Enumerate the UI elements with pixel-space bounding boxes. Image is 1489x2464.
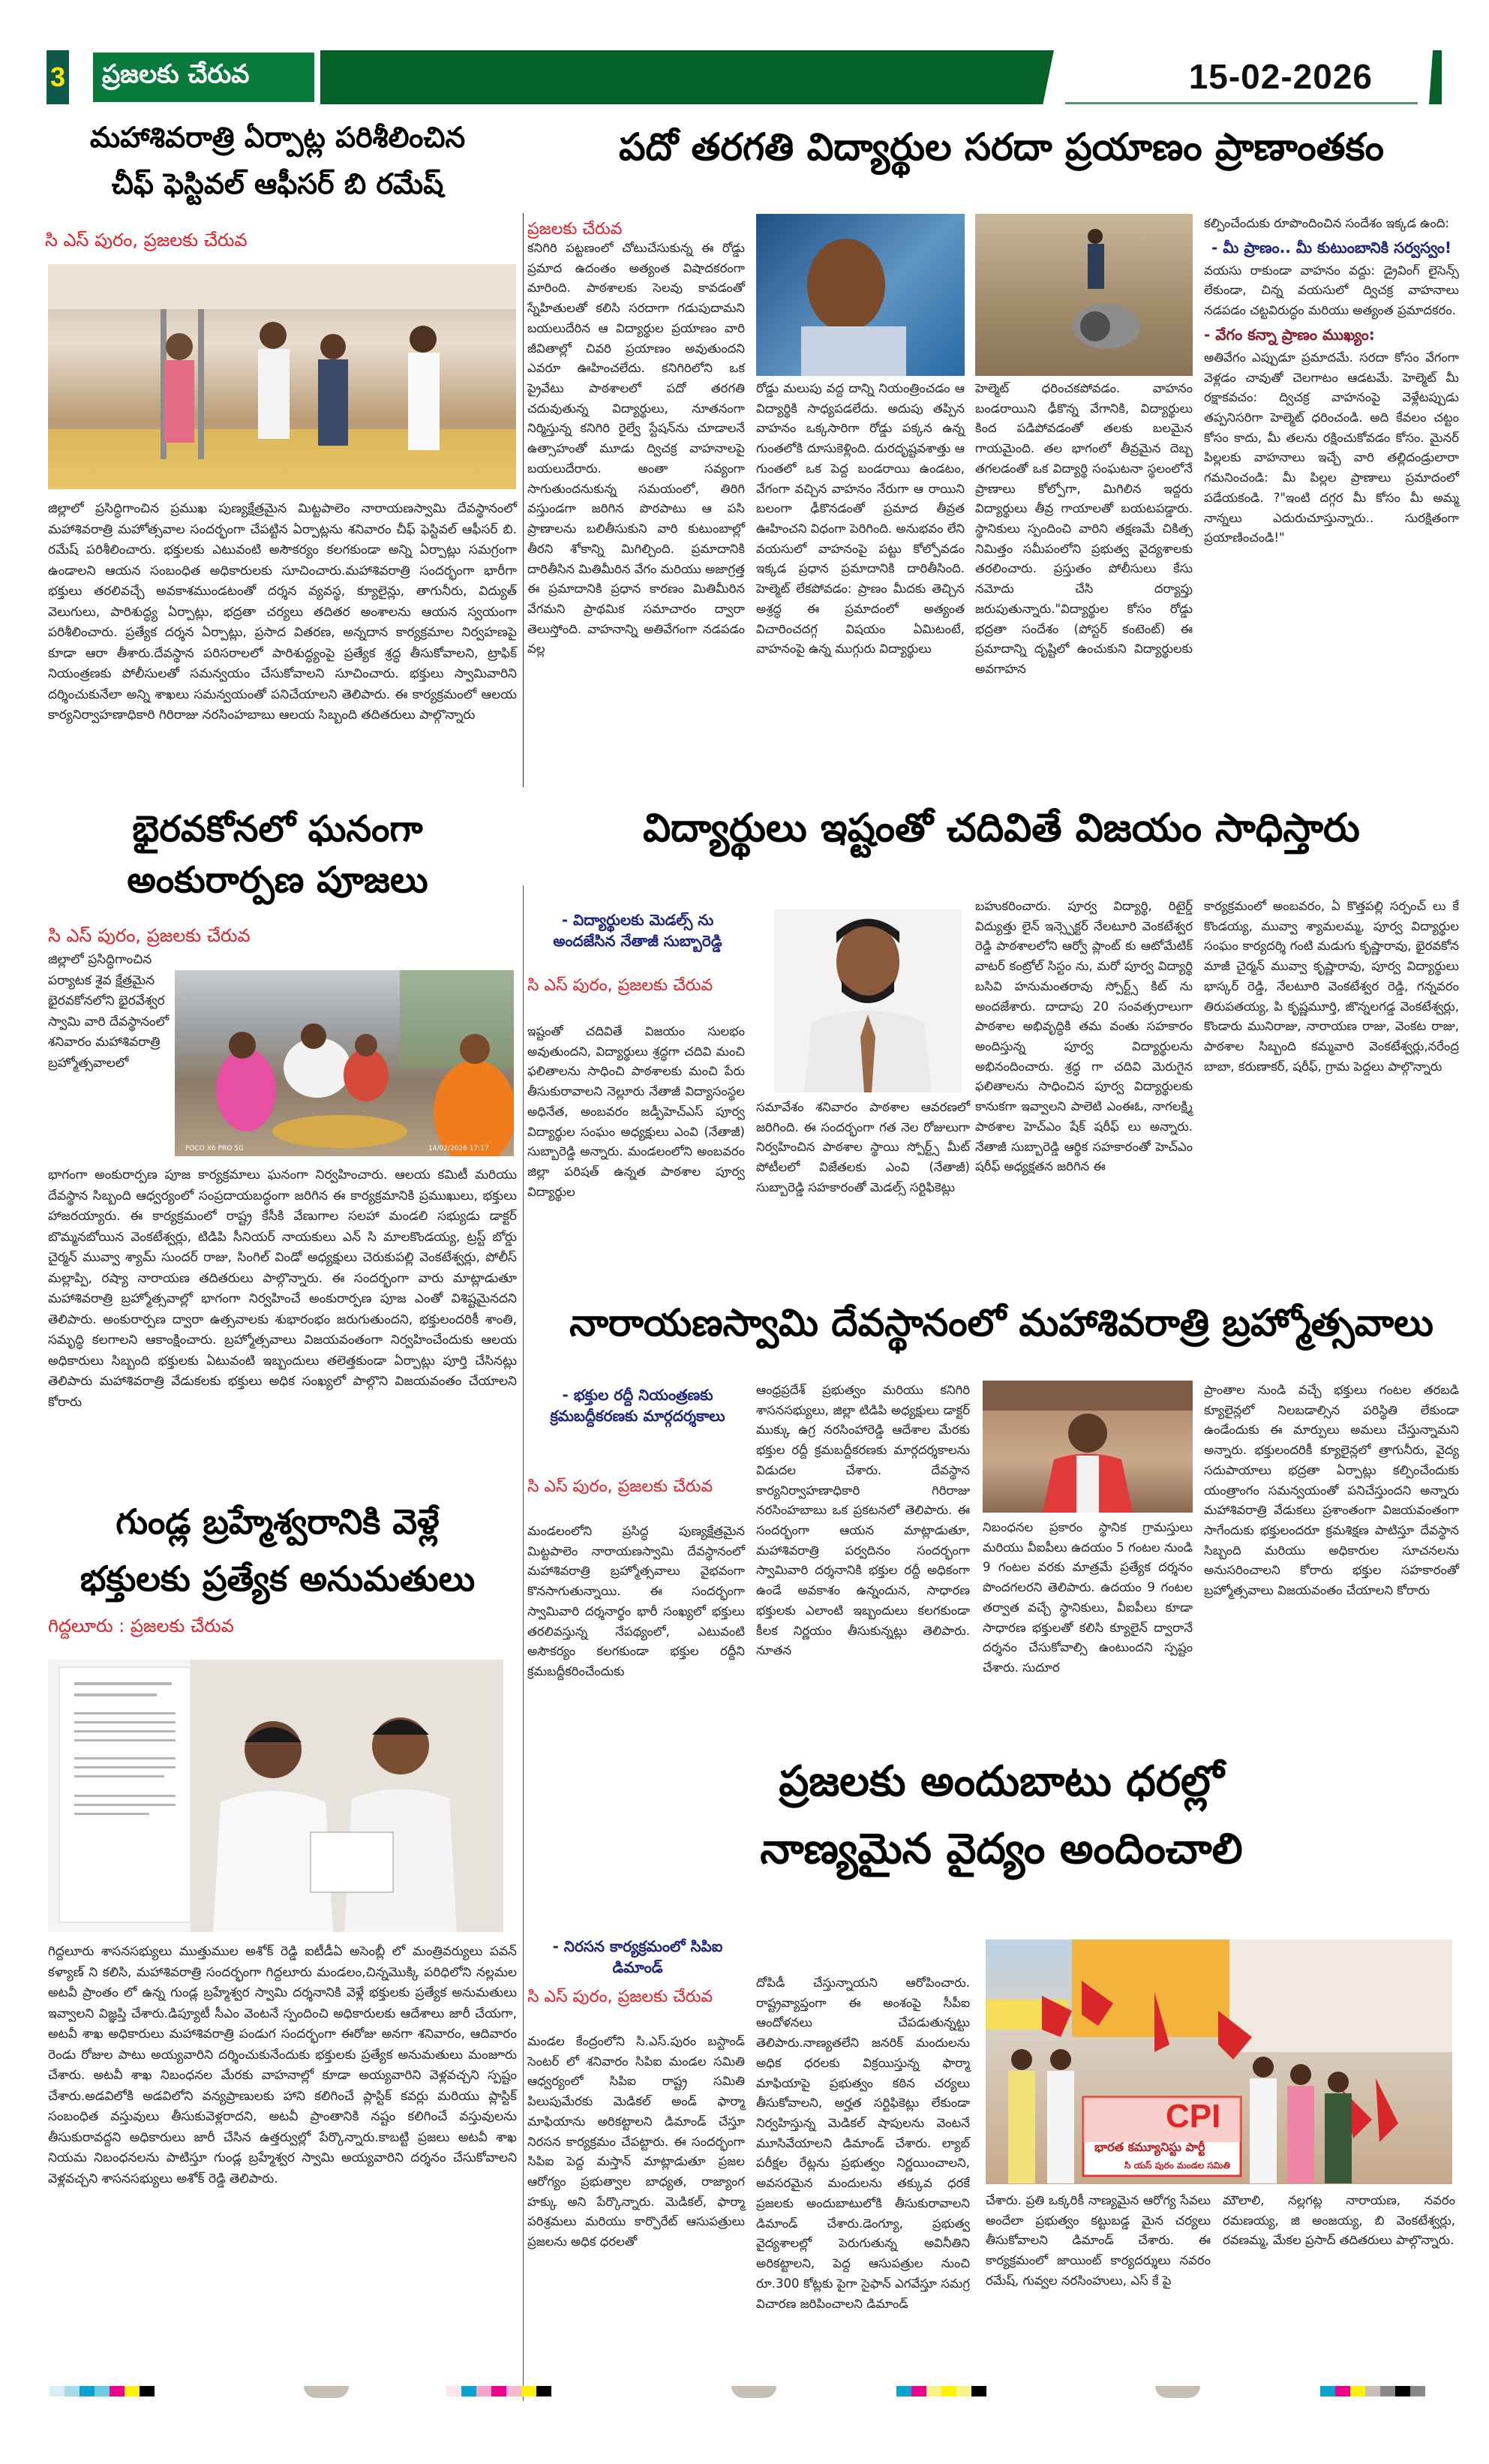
photo-mla-meeting [48, 1660, 503, 1932]
photo-temple-officer [983, 1381, 1193, 1513]
photo-illustration [48, 264, 516, 489]
article-body-col1: ఇష్టంతో చదివితే విజయం సులభం అవుతుందని, విద్యార్థులు శ్రద్ధగా చదివి మంచి ఫలితాలను సాధించి పాఠశాలకు మంచి పేరు తీసుకురావాలని నెల్లూరు నేతాజీ విద్యాసంస్థల అధినేత, అంబవరం జడ్పీహెచ్ఎస్ పూర్వ విద్యార్థుల సంఘం అధ్యక్షులు ఎంవి (నేతాజీ) సుబ్బారెడ్డి అన్నారు. మండలంలోని అంబవరం జిల్లా పరిషత్ ఉన్నత పాఠశాల పూర్వ విద్యార్థుల [527, 1024, 745, 1199]
headline-festival-officer [38, 120, 518, 202]
dateline: గిద్దలూరు : ప్రజలకు చేరువ [48, 1615, 234, 1636]
registration-swatch [1350, 2386, 1365, 2396]
column-rule [523, 885, 524, 2401]
headline-line: భక్తులకు ప్రత్యేక అనుమతులు [80, 1558, 476, 1599]
tip-heading: - వేగం కన్నా ప్రాణం ముఖ్యం: [1204, 325, 1375, 344]
registration-circle [304, 2386, 349, 2398]
issue-date: 15-02-2026 [1065, 50, 1418, 104]
registration-swatch [110, 2386, 125, 2396]
article-col4 [1204, 214, 1459, 548]
headline-line: గుండ్ల బ్రహ్మేశ్వరానికి వెళ్లే [116, 1501, 440, 1542]
masthead-bar-end [1429, 50, 1442, 104]
headline-line: అంకురార్పణ పూజలు [127, 859, 428, 901]
registration-swatch [446, 2386, 461, 2396]
article-body: భాగంగా అంకురార్పణ పూజ కార్యక్రమాలు ఘనంగా నిర్వహించారు. ఆలయ కమిటీ మరియు దేవస్థాన సిబ్బంది ఆధ్వర్యంలో సంప్రదాయబద్ధంగా జరిగిన ఈ కార్యక్రమానికి ప్రముఖులు, భక్తులు హాజరయ్యారు. ఈ కార్యక్రమంలో రాష్ట్ర కేసీకి వేణుగాల సలహా మండలి సభ్యుడు డాక్టర్ బొమ్మనబోయిన వెంకటేశ్వర్లు, టిడిపి సీనియర్ నాయకులు ఎన్ సి మాలకొండయ్య, ట్రస్ట్ బోర్డు చైర్మన్ మువ్వా శ్యామ్ సుందర్ రాజు, సింగిల్ విండో అధ్యక్షులు చెరుకుపల్లి వెంకటేశ్వర్లు, పోలీస్ మల్లాప్పి, రష్యా నారాయణ తదితరులు పాల్గొన్నారు. ఈ సందర్భంగా వారు మాట్లాడుతూ మహాశివరాత్రి బ్రహ్మోత్సవాల్లో భాగంగా నిర్వహించే అంకురార్పణ పూజ ఎంతో విశిష్టమైనదని తెలిపారు. అంకురార్పణ ద్వారా ఉత్సవాలకు శుభారంభం జరుగుతుందని, భక్తులందరికీ శాంతి, సమృద్ధి కలగాలని ఆకాంక్షించారు. బ్రహ్మోత్సవాలు విజయవంతంగా నిర్వహించేందుకు ఆలయ అధికారులు సిబ్బంది భక్తులకు ఏటువంటి ఇబ్బందులు తలెత్తకుండా ఏర్పాట్లు పూర్తి చేసినట్లు తెలిపారు మహాశివరాత్రి వేడుకలకు భక్తులు అధిక సంఖ్యలో పాల్గొని విజయవంతం చేయాలని కోరారు [48, 1167, 517, 1410]
registration-swatch [956, 2386, 971, 2396]
registration-swatch [1380, 2386, 1395, 2396]
photo-illustration [975, 214, 1193, 376]
registration-swatch [476, 2386, 491, 2396]
dateline: సి ఎస్ పురం, ప్రజలకు చేరువ [45, 230, 248, 251]
headline-line: నాణ్యమైన వైద్యం అందించాలి [760, 1825, 1243, 1874]
registration-circle [731, 2386, 776, 2398]
registration-strip [896, 2386, 986, 2396]
registration-swatch [65, 2386, 80, 2396]
article-body-col3: నిబంధనల ప్రకారం స్థానిక గ్రామస్తులు మరియు వీఐపీలు ఉదయం 5 గంటల నుండి 9 గంటల వరకు మాత్రమే ప్రత్యేక దర్శనం పొందగలరని తెలిపారు. ఉదయం 9 గంటల తర్వాత వచ్చే స్థానికులు, వీఐపీలు కూడా సాధారణ భక్తులతో కలిసి క్యూలైన్ ద్వారానే దర్శనం చేసుకోవాల్సి ఉంటుందని స్పష్టం చేశారు. సుదూర [983, 1520, 1193, 1675]
headline-line: పదో తరగతి విద్యార్థుల సరదా ప్రయాణం ప్రాణాంతకం [619, 125, 1384, 169]
headline-students-success [525, 804, 1478, 853]
registration-swatch [1410, 2386, 1425, 2396]
dateline: ప్రజలకు చేరువ [527, 220, 623, 239]
headline-line: మహాశివరాత్రి ఏర్పాట్ల పరిశీలించిన [89, 121, 466, 154]
article-body: జిల్లాలో ప్రసిద్ధిగాంచిన ప్రముఖ పుణ్యక్షేత్రమైన మిట్టపాలెం నారాయణస్వామి దేవస్థానంలో మహాశివరాత్రి మహోత్సవాల సందర్భంగా చేపట్టిన ఏర్పాట్లను శనివారం చీఫ్ ఫెస్టివల్ ఆఫీసర్ బి. రమేష్ పరిశీలించారు. భక్తులకు ఎటువంటి అసౌకర్యం కలగకుండా అన్ని ఏర్పాట్లు సమగ్రంగా ఉండాలని ఆయన సంబంధిత అధికారులకు సూచించారు.మహాశివరాత్రి సందర్భంగా భారీగా భక్తులు తరలివచ్చే అవకాశముండటంతో దర్శన వ్యవస్థ, క్యూలైన్లు, తాగునీరు, విద్యుత్ వెలుగులు, పారిశుద్ధ్య ఏర్పాట్లు, భద్రతా చర్యలు తదితర అంశాలను ఆయన స్వయంగా పరిశీలించారు. ప్రత్యేక దర్శన ఏర్పాట్లు, ప్రసాద వితరణ, అన్నదాన కార్యక్రమాల నిర్వహణపై కూడా ఆరా తీశారు.దేవస్థాన పరిసరాలలో పారిశుద్ధ్యంపై ప్రత్యేక శ్రద్ధ తీసుకోవాలని, ట్రాఫిక్ నియంత్రణకు పోలీసులతో సమన్వయం చేసుకోవాలని సూచించారు. భక్తులు స్వామివారిని దర్శించుకునేలా అన్ని శాఖలు సమన్వయంతో పనిచేయాలని తెలిపారు. ఈ కార్యక్రమంలో ఆలయ కార్యనిర్వాహణాధికారి గిరిరాజు నరసింహబాబు ఆలయ సిబ్బంది తదితరులు పాల్గొన్నారు [48, 501, 517, 723]
tip-heading: - మీ ప్రాణం.. మీ కుటుంబానికి సర్వస్వం! [1211, 238, 1451, 257]
brand-name: ప్రజలకు చేరువ [93, 53, 314, 102]
column-rule [523, 213, 524, 787]
article-body-col1: కనిగిరి పట్టణంలో చోటుచేసుకున్న ఈ రోడ్డు ప్రమాద ఉదంతం అత్యంత విషాదకరంగా మారింది. పాఠశాలకు సెలవు కావడంతో స్నేహితులతో కలిసి సరదాగా గడుపుదామని బయలుదేరిన ఆ విద్యార్థుల ప్రయాణం వారి జీవితాల్లో చివరి ప్రయాణం అవుతుందని ఎవరూ ఊహించలేదు. కనిగిరిలోని ఒక ప్రైవేటు పాఠశాలలో పదో తరగతి చదువుతున్న విద్యార్థులు, నూతనంగా నిర్మిస్తున్న కనిగిరి రైల్వే స్టేషన్‌ను చూడాలనే ఉత్సాహంతో మూడు ద్విచక్ర వాహనాలపై బయలుదేరారు. అంతా సవ్యంగా సాగుతుందనుకున్న సమయంలో, తిరిగి వస్తుండగా జరిగిన పొరపాటు ఆ పసి ప్రాణాలను బలితీసుకుని వారి కుటుంబాల్లో తీరని శోకాన్ని మిగిల్చింది. ప్రమాదానికి దారితీసిన మితిమీరిన వేగం మరియు అజాగ్రత్త ఈ ప్రమాదానికి ప్రధాన కారణం మితిమీరిన వేగమని ప్రాథమిక సమాచారం ద్వారా తెలుస్తోంది. వాహనాన్ని అతివేగంగా నడపడం వల్ల [527, 241, 745, 657]
registration-swatch [80, 2386, 95, 2396]
headline-line: భైరవకోనలో ఘనంగా [132, 808, 423, 850]
registration-swatch [536, 2386, 551, 2396]
photo-netaji-subbareddy [774, 909, 962, 1092]
dateline: సి ఎస్ పురం, ప్రజలకు చేరువ [527, 1988, 713, 2006]
article-body-col1: మండల కేంద్రంలోని సి.ఎస్.పురం బస్టాండ్ సెంటర్ లో శనివారం సిపిఐ మండల సమితి ఆధ్వర్యంలో సిపిఐ రాష్ట్ర సమితి పిలుపుమేరకు మెడికల్ అండ్ ఫార్మా మాఫియాను అరికట్టాలని డిమాండ్ చేస్తూ నిరసన కార్యక్రమం చేపట్టారు. ఈ సందర్భంగా సిపిఐ పెద్ద మస్తాన్ మాట్లాడుతూ ప్రజల ఆరోగ్యం ప్రభుత్వాల బాధ్యత, రాజ్యాంగ హక్కు అని పేర్కొన్నారు. మెడికల్, ఫార్మా పరిశ్రమలు మరియు కార్పొరేట్ ఆసుపత్రులు ప్రజలను అధిక ధరలతో [527, 2034, 745, 2249]
registration-swatch [896, 2386, 911, 2396]
dateline: సి ఎస్ పురం, ప్రజలకు చేరువ [527, 1477, 713, 1496]
registration-strip [50, 2386, 155, 2396]
photo-illustration [983, 1381, 1193, 1513]
article-body-col3: బహుకరించారు. పూర్వ విద్యార్థి, రిటైర్డ్ విద్యుత్తు లైన్ ఇన్స్పెక్టర్ నేలటూరి వెంకటేశ్వర రెడ్డి పాఠశాలలోని ఆర్వో ప్లాంట్ కు ఆటోమేటిక్ వాటర్ కంట్రోల్ సిస్టం ను, మరో పూర్వ విద్యార్థి బసివి హనుమంతరావు స్పోర్ట్స్ కిట్ ను అందజేశారు. దాదాపు 20 సంవత్సరాలుగా పాఠశాల అభివృద్ధికి తమ వంతు సహకారం అందిస్తున్న పూర్వ విద్యార్థులను అభినందించారు. శ్రద్ధ గా చదివి మెరుగైన ఫలితాలను సాధించిన పూర్వ విద్యార్థులకు కానుకగా ఇవ్వాలని పాలెటి ఎంఈఓ, నాగలక్ష్మి పాఠశాల హెచ్ఎం షేక్ షరీఫ్ లు అన్నారు. నేతాజీ సుబ్బారెడ్డి ఆర్థిక సహకారంతో హెచ్ఎం షరీఫ్ అధ్యక్షతన జరిగిన ఈ [975, 899, 1193, 1174]
headline-gundla-brahmeswaram [38, 1501, 518, 1600]
headline-line: చీఫ్ ఫెస్టివల్ ఆఫీసర్ బి రమేష్ [111, 167, 444, 200]
dateline: సి ఎస్ పురం, ప్రజలకు చేరువ [527, 976, 713, 995]
camera-watermark: POCO X6 PRO 5G [185, 1145, 244, 1152]
headline-line: ప్రజలకు అందుబాటు ధరల్లో [779, 1757, 1224, 1806]
registration-swatch [521, 2386, 536, 2396]
tip-body: అతివేగం ఎప్పుడూ ప్రమాదమే. సరదా కోసం వేగంగా వెళ్లడం చావుతో చెలగాటం ఆడటమే. హెల్మెట్ మీ రక్షాకవచం: ద్విచక్ర వాహనంపై వెళ్లేటప్పుడు తప్పనిసరిగా హెల్మెట్ ధరించండి. అది కేవలం చట్టం కోసం కాదు, మీ తలను రక్షించుకోవడం కోసం. మైనర్ పిల్లలకు వాహనాలు ఇచ్చే వారి తల్లిదండ్రులారా గమనించండి: మీ పిల్లల ప్రాణాలు ప్రమాదంలో పడేయకండి. ?"ఇంటి దగ్గర మీ కోసం మీ అమ్మ నాన్నలు ఎదురుచూస్తున్నారు.. సురక్షితంగా ప్రయాణించండి!" [1204, 350, 1459, 545]
headline-narayanaswamy-temple [525, 1300, 1478, 1347]
registration-swatch [911, 2386, 926, 2396]
registration-strip [446, 2386, 551, 2396]
headline-line: విద్యార్థులు ఇష్టంతో చదివితే విజయం సాధిస్తారు [643, 806, 1360, 851]
registration-swatch [1395, 2386, 1410, 2396]
page-number: 3 [47, 50, 69, 104]
registration-swatch [95, 2386, 110, 2396]
article-body-col4: మౌలాలి, నల్లగట్ల నారాయణ, నవరం రమణయ్య, జి అంజయ్య, బి వెంకటేశ్వర్లు, రవణమ్మ, మేకల ప్రసాద్ తదితరులు పాల్గొన్నారు. [1223, 2193, 1455, 2248]
camera-timestamp: 14/02/2026 17:17 [428, 1145, 489, 1152]
article-body-col2: సమావేశం శనివారం పాఠశాల ఆవరణలో జరిగింది. ఈ సందర్భంగా గత నెల రోజులుగా నిర్వహించిన పాఠశాల స్థాయి స్పోర్ట్స్ మీట్ పోటీలలో విజేతలకు ఎంవి (నేతాజీ) సుబ్బారెడ్డి సహకారంతో మెడల్స్ సర్టిఫికెట్లు [756, 1100, 970, 1194]
registration-swatch [1335, 2386, 1350, 2396]
banner-party-name: భారత కమ్యూనిస్టు పార్టీ [1094, 2140, 1205, 2154]
subheading: - నిరసన కార్యక్రమంలో సిపిఐ డిమాండ్ [552, 1937, 723, 1976]
registration-swatch [491, 2386, 506, 2396]
article-body-col4: కార్యక్రమంలో అంబవరం, ఏ కొత్తపల్లి సర్పంచ్ లు కే కొండయ్య, మువ్వా శ్యామలమ్మ, పూర్వ విద్యార్థుల సంఘం కార్యదర్శి గంటి మడుగు కృష్ణారావు, భైరవకోన మాజీ చైర్మన్ మువ్వా కృష్ణారావు, పూర్వ విద్యార్థులు భాస్కర్ రెడ్డి, నేలటూరి వెంకటేశ్వర రెడ్డి, గన్నవరం తిరుపతయ్య, పి కృష్ణమూర్తి, జొన్నలగడ్డ వెంకటేశ్వర్లు, కొండారు మునిరాజు, నారాయణ రాజు, వెంకట రాజు, పాఠశాల సిబ్బంది కమ్మవారి వెంకటేశ్వర్లు,నరేంద్ర బాబా, కరుణాకర్, షరీఫ్, గ్రామ పెద్దలు పాల్గొన్నారు [1204, 899, 1459, 1074]
photo-illustration [175, 970, 514, 1156]
banner-footer: సి యస్ పురం మండల సమితి [1124, 2160, 1230, 2171]
photo-accident-site [975, 214, 1193, 376]
article-body-col3: చేశారు. ప్రతి ఒక్కరికీ నాణ్యమైన ఆరోగ్య సేవలు అందేలా ప్రభుత్వం కట్టుబడ్డ మైన చర్యలు తీసుకోవాలని డిమాండ్ చేశారు. ఈ కార్యక్రమంలో జాయింట్ కార్యదర్శులు నవరం రమేష్, గువ్వల నరసింహులు, ఎస్ కే పై [986, 2193, 1211, 2288]
registration-swatch [50, 2386, 65, 2396]
registration-swatch [125, 2386, 140, 2396]
article-body-side: జిల్లాలో ప్రసిద్ధిగాంచిన పర్యాటక శైవ క్షేత్రమైన భైరవకోనలోని భైరవేశ్వర స్వామి వారి దేవస్థానంలో శనివారం మహాశివరాత్రి బ్రహ్మోత్సవాలలో [48, 952, 170, 1071]
registration-circle [1155, 2386, 1200, 2398]
article-body-col3: హెల్మెట్ ధరించకపోవడం. వాహనం బండరాయిని ఢీకొన్న వేగానికి, విద్యార్థులు కింద పడిపోవడంతో తలకు బలమైన గాయమైంది. తల భాగంలో తీవ్రమైన దెబ్బ తగలడంతో ఒక విద్యార్థి సంఘటనా స్థలంలోనే ప్రాణాలు కోల్పోగా, మిగిలిన ఇద్దరు విద్యార్థులు తీవ్ర గాయాలతో బయటపడ్డారు. స్థానికులు స్పందించి వారిని తక్షణమే చికిత్స నిమిత్తం సమీపంలోని ప్రభుత్వ వైద్యశాలకు తరలించారు. ప్రస్తుతం పోలీసులు కేసు నమోదు చేసి దర్యాప్తు జరుపుతున్నారు."విద్యార్థుల కోసం రోడ్డు భద్రతా సందేశం (పోస్టర్ కంటెంట్) ఈ ప్రమాదాన్ని దృష్టిలో ఉంచుకుని విద్యార్థులకు అవగాహన [975, 381, 1193, 677]
headline-affordable-healthcare [525, 1756, 1478, 1876]
photo-illustration [756, 214, 965, 376]
registration-swatch [461, 2386, 476, 2396]
registration-swatch [941, 2386, 956, 2396]
article-body-col1: మండలంలోని ప్రసిద్ధ పుణ్యక్షేత్రమైన మిట్టపాలెం నారాయణస్వామి దేవస్థానంలో మహాశివరాత్రి బ్రహ్మోత్సవాలు వైభవంగా కొనసాగుతున్నాయి. ఈ సందర్భంగా స్వామివారి దర్శనార్థం భారీ సంఖ్యలో భక్తులు తరలివస్తున్న నేపథ్యంలో, ఎటువంటి అసౌకర్యం కలగకుండా భక్తుల రద్దీని క్రమబద్దీకరించేందుకు [527, 1524, 745, 1679]
article-body-intro: కల్పించేందుకు రూపొందించిన సందేశం ఇక్కడ ఉంది: [1204, 216, 1449, 230]
article-body: గిద్దలూరు శాసనసభ్యులు ముత్తుముల అశోక్ రెడ్డి ఐటీడీఏ అసెంబ్లీ లో మంత్రివర్యులు పవన్ కళ్యాణ్ ని కలిసి, మహాశివరాత్రి సందర్భంగా గిద్దలూరు మండలం,చిన్నమొక్కి పరిధిలోని నల్లమల అటవీ ప్రాంతం లో ఉన్న గుండ్ల బ్రహ్మేశ్వర స్వామి దర్శనానికి వెళ్లే భక్తులకు ప్రత్యేక అనుమతులు ఇవ్వాలని విజ్ఞప్తి చేశారు.డిప్యూటీ సీఎం వెంటనే స్పందించి అధికారులకు ఆదేశాలు జారీ చేయగా, అటవీ శాఖ అధికారులు మహాశివరాత్రి పండుగ సందర్భంగా ఈరోజు అనగా శనివారం, ఆదివారం రెండు రోజుల పాటు అయ్యవారిని దర్శించుకునేందుకు భక్తులకు ప్రత్యేక అనుమతులు మంజూరు చేశారు. అటవీ శాఖ నిబంధనల మేరకు వాహనాల్లో కూడా అయ్యవారిని వెళ్లవచ్చని స్పష్టం చేశారు.అడవిలోకి అడవిలోని వన్యప్రాణులకు హాని కలిగించే ప్లాస్టిక్ కవర్లు మరియు ప్లాస్టిక్ సంబంధిత వస్తువులు తీసుకువెళ్లరాదని, అటవీ ప్రాంతానికి నష్టం కలిగించే వస్తువులను తీసుకురావద్దని అధికారులు జారీ చేసిన ఉత్తర్వుల్లో పేర్కొన్నారు.కాబట్టి ప్రజలు అటవీ శాఖ నియమ నిబంధనలను పాటిస్తూ గుండ్ల బ్రహ్మేశ్వర స్వామి అయ్యవారిని దర్శనం చేసుకోవాలని వెళ్లవచ్చని శాసనసభ్యులు అశోక్ రెడ్డి తెలిపారు. [48, 1944, 517, 2186]
article-body-col2: ఆంధ్రప్రదేశ్ ప్రభుత్వం మరియు కనిగిరి శాసనసభ్యులు, జిల్లా టిడిపి అధ్యక్షులు డాక్టర్ ముక్కు ఉగ్ర నరసింహారెడ్డి ఆదేశాల మేరకు భక్తుల రద్దీ క్రమబద్దీకరణకు మార్గదర్శకాలను విడుదల చేశారు. దేవస్థాన కార్యనిర్వాహణాధికారి గిరిరాజు నరసింహబాబు ఒక ప్రకటనలో తెలిపారు. ఈ సందర్భంగా ఆయన మాట్లాడుతూ, మహాశివరాత్రి పర్వదినం సందర్భంగా స్వామివారి దర్శనానికి భక్తుల రద్దీ అధికంగా ఉండే అవకాశం ఉన్నందున, సాధారణ భక్తులకు ఎలాంటి ఇబ్బందులు కలగకుండా కీలక నిర్ణయం తీసుకున్నట్లు తెలిపారు. నూతన [756, 1383, 970, 1658]
tip-body: వయసు రాకుండా వాహనం వద్దు: డ్రైవింగ్ లైసెన్స్ లేకుండా, చిన్న వయసులో ద్విచక్ర వాహనాలు నడపడం చట్టవిరుద్ధం మరియు అత్యంత ప్రమాదకరం. [1204, 263, 1459, 318]
registration-swatch [1365, 2386, 1380, 2396]
headline-line: నారాయణస్వామి దేవస్థానంలో మహాశివరాత్రి బ్రహ్మోత్సవాలు [569, 1301, 1433, 1345]
photo-cpi-protest [986, 1940, 1452, 2184]
masthead-bar [320, 50, 1054, 104]
headline-road-accident [525, 124, 1478, 171]
photo-temple-inspection [48, 264, 516, 489]
photo-illustration [48, 1660, 503, 1932]
article-body-col2: రోడ్డు మలుపు వద్ద దాన్ని నియంత్రించడం ఆ విద్యార్థికి సాధ్యపడలేదు. అదుపు తప్పిన వాహనం ఒక్కసారిగా రోడ్డు పక్కన ఉన్న గుంతలోకి దూసుకెళ్లింది. దురదృష్టవశాత్తు ఆ గుంతలో ఒక పెద్ద బండరాయి ఉండటం, వేగంగా వచ్చిన వాహనం నేరుగా ఆ రాయిని బలంగా ఢీకొనడంతో ప్రమాద తీవ్రత ఊహించని విధంగా పెరిగింది. అనుభవం లేని వయసులో వాహనంపై పట్టు కోల్పోవడం ఇక్కడ ప్రధాన ప్రమాదానికి దారితీసింది. హెల్మెట్ లేకపోవడం: ప్రాణం మీదకు తెచ్చిన అశ్రద్ధ ఈ ప్రమాదంలో అత్యంత విచారించదగ్గ విషయం ఏమిటంటే, వాహనంపై ఉన్న ముగ్గురు విద్యార్థులు [756, 381, 965, 657]
registration-swatch [140, 2386, 155, 2396]
article-body-col4: ప్రాంతాల నుండి వచ్చే భక్తులు గంటల తరబడి క్యూలైన్లలో నిలబడాల్సిన పరిస్థితి లేకుండా ఉండేందుకు ఈ మార్పులు అమలు చేస్తున్నామని అన్నారు. భక్తులందరికీ క్యూలైన్లలో త్రాగునీరు, వైద్య సదుపాయాలు భద్రతా ఏర్పాట్లు కల్పించేందుకు యంత్రాంగం సమన్వయంతో పనిచేస్తుందని అన్నారు మహాశివరాత్రి వేడుకలు ప్రశాంతంగా విజయవంతంగా సాగేందుకు భక్తులందరూ క్రమశిక్షణ పాటిస్తూ దేవస్థాన సిబ్బంది మరియు అధికారుల సూచనలను అనుసరించాలని కోరారు భక్తుల సహకారంతో బ్రహ్మోత్సవాలు విజయవంతం చేయాలని కోరారు [1204, 1383, 1459, 1598]
subheading: - విద్యార్థులకు మెడల్స్ ను అందజేసిన నేతాజీ సుబ్బారెడ్డి [553, 911, 722, 950]
subheading: - భక్తుల రద్దీ నియంత్రణకు క్రమబద్దీకరణకు మార్గదర్శకాలు [550, 1386, 725, 1425]
article-body-col2: దోపిడీ చేస్తున్నాయని ఆరోపించారు. రాష్ట్రవ్యాప్తంగా ఈ అంశంపై సీపీఐ ఆందోళనలు చేపడుతున్నట్టు తెలిపారు.నాణ్యతలేని జనరిక్ మందులను అధిక ధరలకు విక్రయిస్తున్న ఫార్మా మాఫియాపై ప్రభుత్వం కఠిన చర్యలు తీసుకోవాలని, అర్హత సర్టిఫికెట్లు లేకుండా నిర్వహిస్తున్న మెడికల్ షాపులను వెంటనే మూసివేయాలని డిమాండ్ చేశారు. ల్యాబ్ పరీక్షల రేట్లను ప్రభుత్వం నిర్ణయించాలని, అవసరమైన మందులను తక్కువ ధరకే ప్రజలకు అందుబాటులోకి తీసుకురావాలని డిమాండ్ చేశారు.డెంగ్యూ, ప్రభుత్వ వైద్యశాలల్లో పెరుగుతున్న అవినీతిని అరికట్టాలని, పెద్ద ఆసుపత్రుల నుంచి రూ.300 కోట్లకు పైగా సైఫాన్ ఎగవేస్తూ సమగ్ర విచారణ జరిపించాలని డిమాండ్ [756, 1976, 970, 2311]
headline-bhairavakona [38, 807, 518, 903]
registration-swatch [506, 2386, 521, 2396]
registration-swatch [926, 2386, 941, 2396]
registration-strip [1320, 2386, 1425, 2396]
photo-puja-ceremony [175, 970, 514, 1156]
photo-illustration [774, 909, 962, 1092]
registration-swatch [971, 2386, 986, 2396]
registration-swatch [1320, 2386, 1335, 2396]
banner-cpi-text: CPI [1166, 2098, 1221, 2135]
photo-illustration [986, 1940, 1452, 2184]
photo-injured-student [756, 214, 965, 376]
dateline: సి ఎస్ పురం, ప్రజలకు చేరువ [48, 925, 251, 946]
